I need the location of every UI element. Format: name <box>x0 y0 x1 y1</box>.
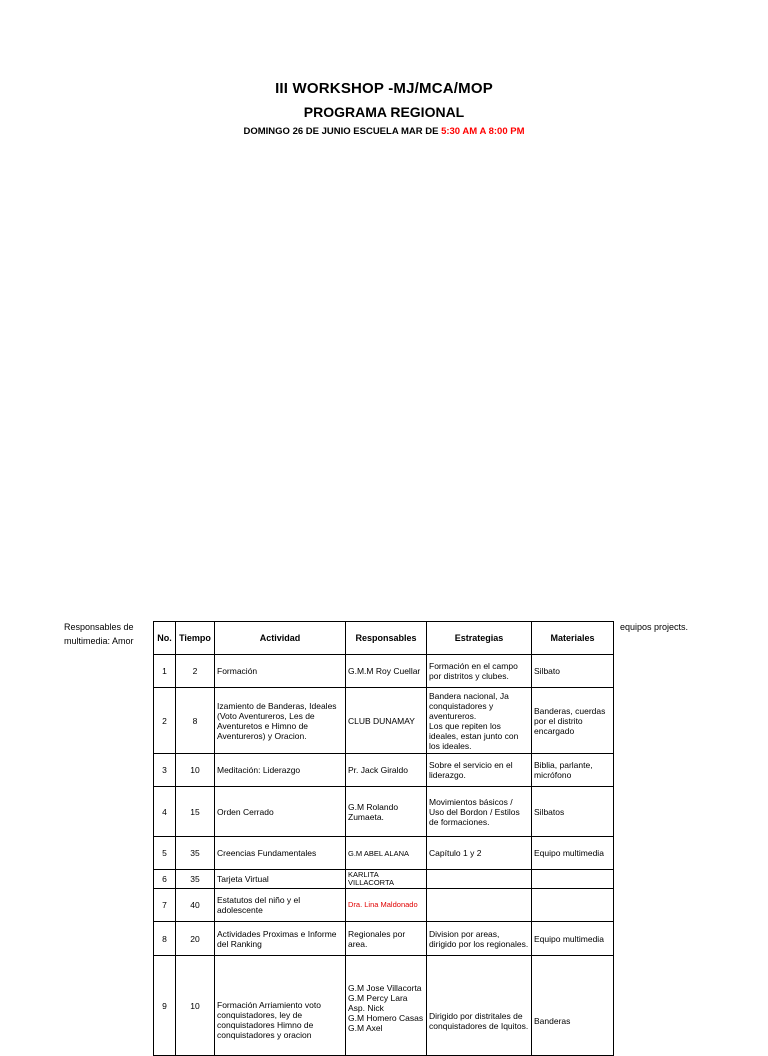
cell-no: 7 <box>154 889 176 922</box>
date-line <box>0 126 768 137</box>
header-responsables: Responsables <box>346 622 427 655</box>
cell-actividad: Creencias Fundamentales <box>215 837 346 870</box>
cell-responsables: G.M Rolando Zumaeta. <box>346 787 427 837</box>
cell-actividad: Actividades Proximas e Informe del Ranking <box>215 922 346 956</box>
header-estrategias: Estrategias <box>427 622 532 655</box>
cell-no: 4 <box>154 787 176 837</box>
cell-materiales: Silbato <box>532 655 614 688</box>
table-row <box>154 922 614 956</box>
header-tiempo: Tiempo <box>176 622 215 655</box>
cell-tiempo: 10 <box>176 956 215 1056</box>
cell-no: 6 <box>154 870 176 889</box>
cell-estrategias: Sobre el servicio en el liderazgo. <box>427 754 532 787</box>
cell-materiales: Silbatos <box>532 787 614 837</box>
cell-materiales: Equipo multimedia <box>532 922 614 956</box>
cell-tiempo: 20 <box>176 922 215 956</box>
cell-estrategias: Bandera nacional, Ja conquistadores y aventureros. Los que repiten los ideales, estan junto con los ideales. <box>427 688 532 754</box>
cell-actividad: Formación <box>215 655 346 688</box>
cell-responsables: G.M.M Roy Cuellar <box>346 655 427 688</box>
cell-estrategias <box>427 956 532 1056</box>
header-actividad: Actividad <box>215 622 346 655</box>
cell-responsables: G.M ABEL ALANA <box>346 837 427 870</box>
cell-materiales <box>532 956 614 1056</box>
cell-materiales: Biblia, parlante, micrófono <box>532 754 614 787</box>
cell-tiempo: 10 <box>176 754 215 787</box>
cell-no: 8 <box>154 922 176 956</box>
cell-tiempo: 15 <box>176 787 215 837</box>
cell-responsables: Dra. Lina Maldonado <box>346 889 427 922</box>
cell-actividad: Meditación: Liderazgo <box>215 754 346 787</box>
cell-materiales: Equipo multimedia <box>532 837 614 870</box>
table-row <box>154 837 614 870</box>
cell-responsables: CLUB DUNAMAY <box>346 688 427 754</box>
cell-materiales: Banderas, cuerdas por el distrito encargado <box>532 688 614 754</box>
table-row <box>154 655 614 688</box>
table-row <box>154 688 614 754</box>
cell-materiales <box>532 870 614 889</box>
program-table <box>153 621 614 1056</box>
cell-tiempo: 8 <box>176 688 215 754</box>
cell-responsables <box>346 956 427 1056</box>
cell-no: 1 <box>154 655 176 688</box>
cell-no: 2 <box>154 688 176 754</box>
table-row <box>154 870 614 889</box>
cell-responsables: Regionales por area. <box>346 922 427 956</box>
cell-tiempo: 35 <box>176 837 215 870</box>
cell-actividad: Estatutos del niño y el adolescente <box>215 889 346 922</box>
cell-actividad <box>215 956 346 1056</box>
cell-tiempo: 2 <box>176 655 215 688</box>
responsables-text: G.M Jose Villacorta G.M Percy Lara Asp. Nick G.M Homero Casas G.M Axel <box>348 982 424 1033</box>
cell-tiempo: 35 <box>176 870 215 889</box>
side-note-right: equipos projects. <box>620 622 689 632</box>
cell-materiales <box>532 889 614 922</box>
time-range: 5:30 AM A 8:00 PM <box>441 126 525 137</box>
table-row <box>154 956 614 1056</box>
header-no: No. <box>154 622 176 655</box>
table-row <box>154 787 614 837</box>
cell-estrategias: Movimientos básicos / Uso del Bordon / Estilos de formaciones. <box>427 787 532 837</box>
table-row <box>154 754 614 787</box>
program-title: PROGRAMA REGIONAL <box>303 104 465 120</box>
cell-estrategias: Capítulo 1 y 2 <box>427 837 532 870</box>
cell-no: 5 <box>154 837 176 870</box>
materiales-text: Banderas <box>534 1015 571 1026</box>
cell-tiempo: 40 <box>176 889 215 922</box>
document-title: III WORKSHOP -MJ/MCA/MOP <box>275 80 493 97</box>
cell-responsables: KARLITA VILLACORTA <box>346 870 427 889</box>
date-text: DOMINGO 26 DE JUNIO ESCUELA MAR DE <box>243 126 442 137</box>
cell-estrategias <box>427 889 532 922</box>
cell-responsables: Pr. Jack Giraldo <box>346 754 427 787</box>
cell-actividad: Orden Cerrado <box>215 787 346 837</box>
cell-estrategias: Formación en el campo por distritos y clubes. <box>427 655 532 688</box>
actividad-text: Formación Arriamiento voto conquistadores, ley de conquistadores Himno de conquistadores y oracion <box>217 999 321 1040</box>
table-header-row <box>154 622 614 655</box>
cell-actividad: Izamiento de Banderas, Ideales (Voto Aventureros, Les de Aventuretos e Himno de Aventureros) y Oracion. <box>215 688 346 754</box>
cell-no: 9 <box>154 956 176 1056</box>
cell-actividad: Tarjeta Virtual <box>215 870 346 889</box>
side-note-left: Responsables de multimedia: Amor <box>64 622 134 646</box>
estrategias-text: Dirigido por distritales de conquistadores de Iquitos. <box>429 1010 529 1031</box>
cell-estrategias: Division por areas, dirigido por los regionales. <box>427 922 532 956</box>
cell-no: 3 <box>154 754 176 787</box>
header-materiales: Materiales <box>532 622 614 655</box>
table-row <box>154 889 614 922</box>
cell-estrategias <box>427 870 532 889</box>
